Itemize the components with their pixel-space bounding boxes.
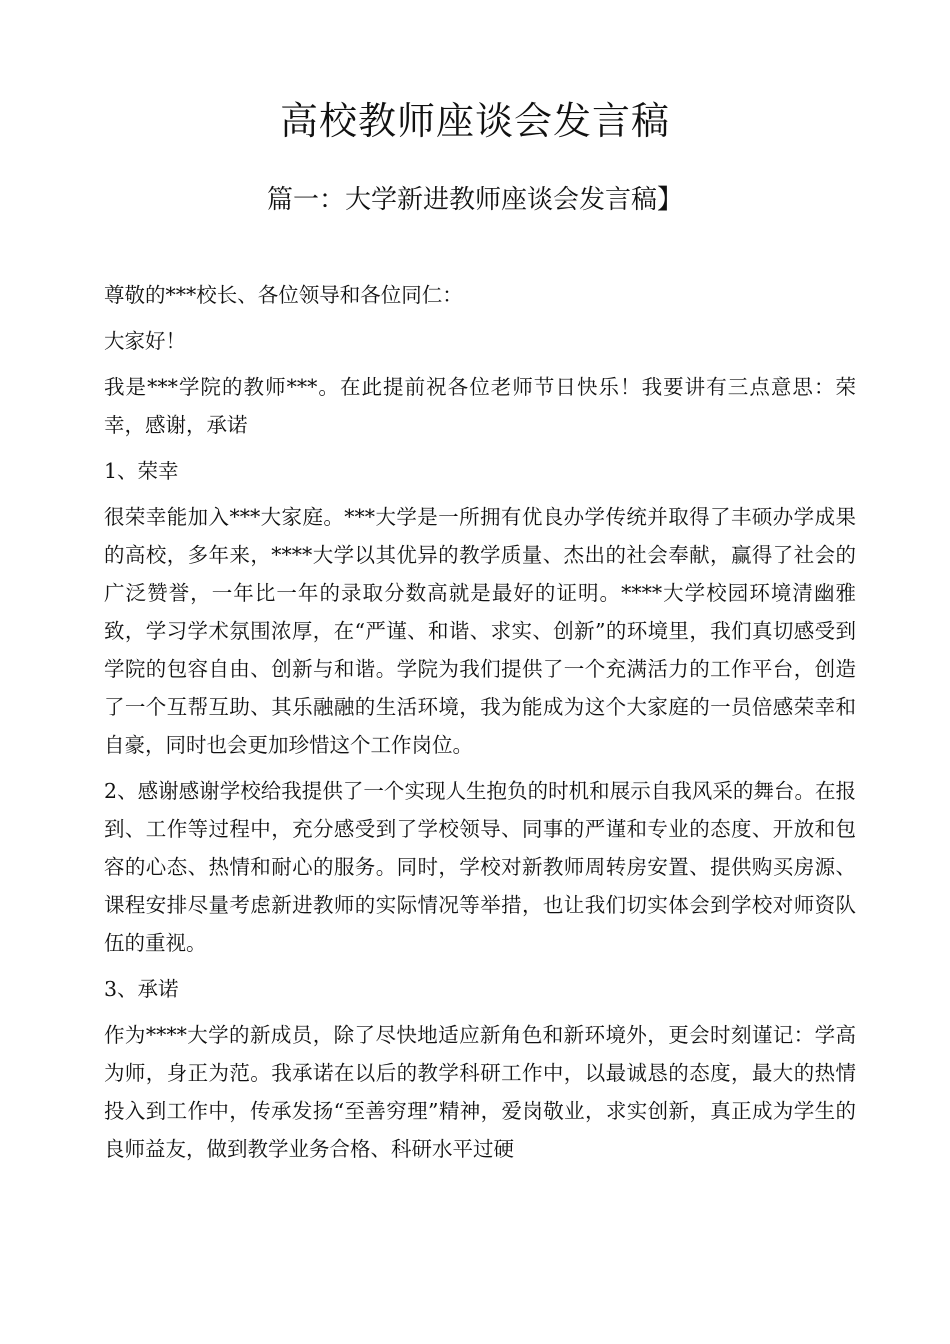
document-body (104, 276, 856, 1176)
section-heading-promise: 3、承诺 (104, 977, 179, 1001)
salutation-paragraph: 尊敬的***校长、各位领导和各位同仁： (104, 283, 463, 307)
promise-paragraph: 作为****大学的新成员，除了尽快地适应新角色和新环境外，更会时刻谨记：学高为师，身正为范。我承诺在以后的教学科研工作中，以最诚恳的态度，最大的热情投入到工作中，传承发扬“至善穷理”精神，爱岗敬业，求实创新，真正成为学生的良师益友，做到教学业务合格、科研水平过硬 (104, 1023, 856, 1161)
section-heading-honor: 1、荣幸 (104, 459, 179, 483)
intro-paragraph: 我是***学院的教师***。在此提前祝各位老师节日快乐！我要讲有三点意思：荣幸，感谢，承诺 (104, 375, 856, 437)
document-title: 高校教师座谈会发言稿 (279, 99, 670, 143)
thanks-paragraph: 2、感谢感谢学校给我提供了一个实现人生抱负的时机和展示自我风采的舞台。在报到、工作等过程中，充分感受到了学校领导、同事的严谨和专业的态度、开放和包容的心态、热情和耐心的服务。同时，学校对新教师周转房安置、提供购买房源、课程安排尽量考虑新进教师的实际情况等举措，也让我们切实体会到学校对师资队伍的重视。 (104, 779, 856, 955)
document-subtitle: 篇一：大学新进教师座谈会发言稿】 (266, 185, 683, 215)
honor-paragraph: 很荣幸能加入***大家庭。***大学是一所拥有优良办学传统并取得了丰硕办学成果的高校，多年来，****大学以其优异的教学质量、杰出的社会奉献，赢得了社会的广泛赞誉，一年比一年的录取分数高就是最好的证明。****大学校园环境清幽雅致，学习学术氛围浓厚，在“严谨、和谐、求实、创新”的环境里，我们真切感受到学院的包容自由、创新与和谐。学院为我们提供了一个充满活力的工作平台，创造了一个互帮互助、其乐融融的生活环境，我为能成为这个大家庭的一员倍感荣幸和自豪，同时也会更加珍惜这个工作岗位。 (104, 505, 856, 757)
greeting-paragraph: 大家好！ (104, 329, 186, 353)
